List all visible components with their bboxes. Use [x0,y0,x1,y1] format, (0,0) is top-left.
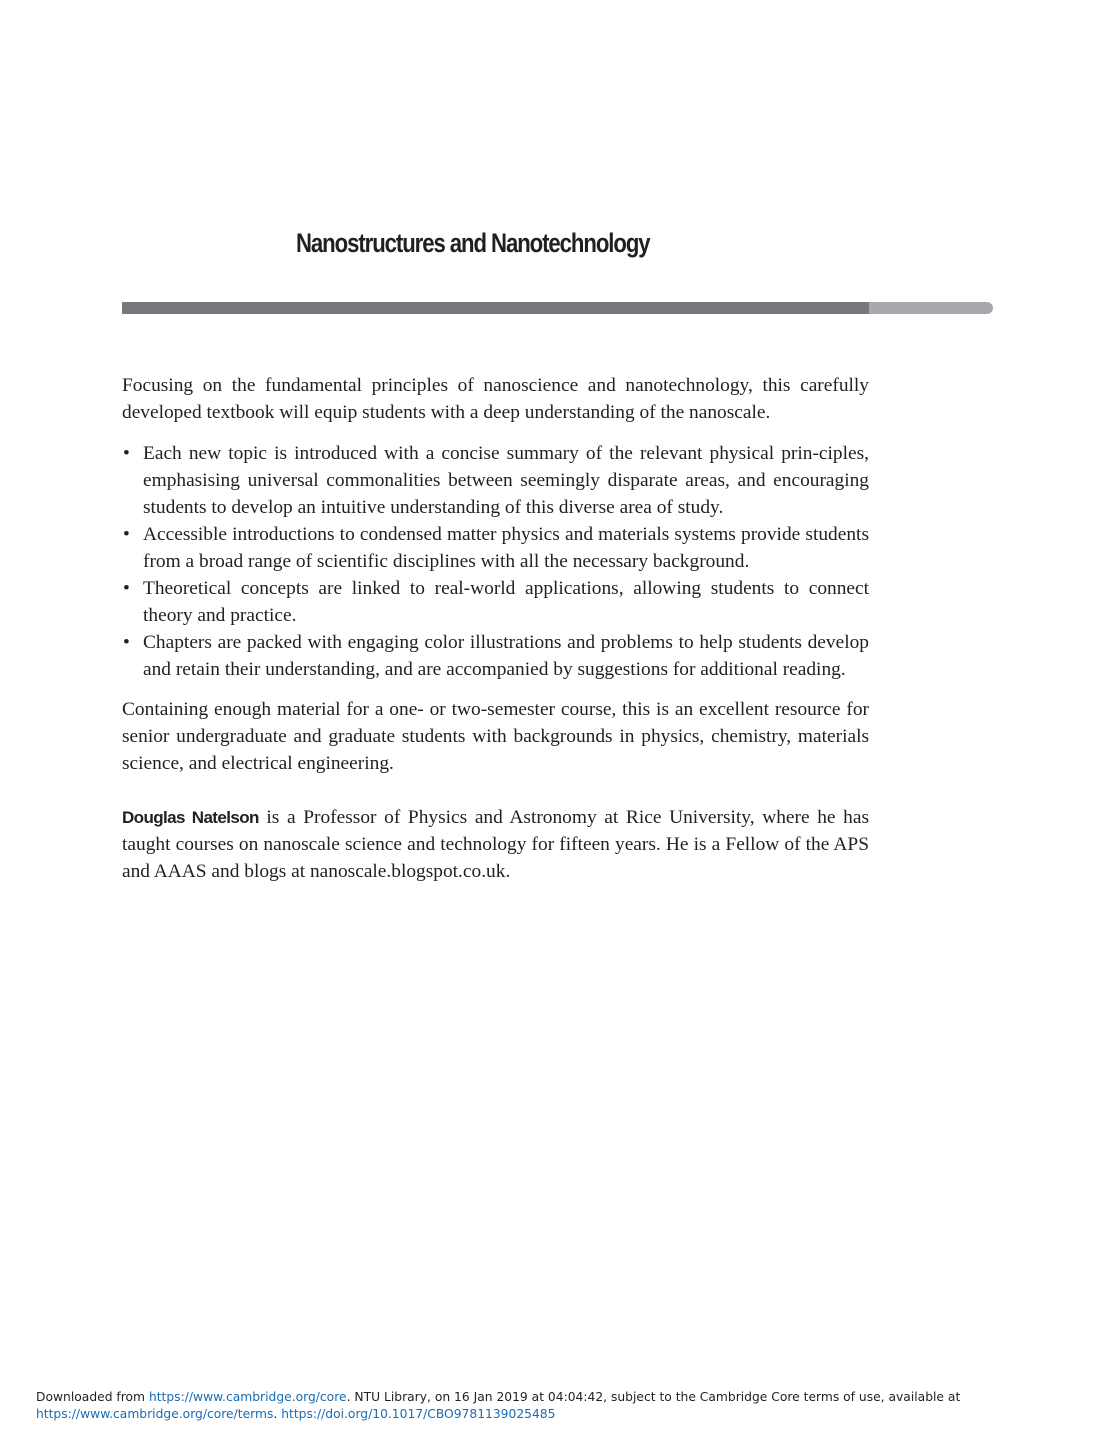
author-bio [122,804,869,885]
intro-paragraph: Focusing on the fundamental principles of nanoscience and nanotechnology, this carefully developed textbook will equip students with a deep understanding of the nanoscale. [122,375,869,423]
footer-separator: . [273,1407,282,1421]
author-bio-text: is a Professor of Physics and Astronomy at Rice University, where he has taught courses on nanoscale science and technology for fifteen years. He is a Fellow of the APS and AAAS and blogs at nanoscale.blogspot.co.uk. [122,807,869,882]
bullet-icon: • [123,578,130,599]
feature-list-item [122,521,869,575]
title-rule [122,302,993,314]
footer-middle-text: . NTU Library, on 16 Jan 2019 at 04:04:42, subject to the Cambridge Core terms of use, available at [346,1390,961,1404]
bullet-icon: • [123,443,130,464]
terms-link[interactable]: https://www.cambridge.org/core/terms [36,1407,274,1421]
download-notice-line-1 [36,1389,960,1406]
title-rule-dark-segment [122,302,869,314]
doi-link[interactable]: https://doi.org/10.1017/CBO9781139025485 [281,1407,556,1421]
bullet-icon: • [123,632,130,653]
footer-prefix: Downloaded from [36,1390,149,1404]
feature-text: Theoretical concepts are linked to real-world applications, allowing students to connect theory and practice. [143,578,869,626]
download-notice-line-2 [36,1406,960,1423]
feature-list [122,440,869,683]
feature-text: Accessible introductions to condensed matter physics and materials systems provide students from a broad range of scientific disciplines with all the necessary background. [143,524,869,572]
author-name: Douglas Natelson [122,808,259,827]
feature-text: Chapters are packed with engaging color illustrations and problems to help students develop and retain their understanding, and are accompanied by suggestions for additional reading. [143,632,869,680]
download-notice [36,1389,960,1423]
bullet-icon: • [123,524,130,545]
page-title: Nanostructures and Nanotechnology [296,228,650,258]
title-rule-light-segment [869,302,993,314]
feature-list-item [122,440,869,521]
closing-paragraph: Containing enough material for a one- or two-semester course, this is an excellent resource for senior undergraduate and graduate students with backgrounds in physics, chemistry, materials science, and electrical engineering. [122,699,869,774]
feature-list-item [122,629,869,683]
blurb-body [122,372,869,885]
cambridge-core-link[interactable]: https://www.cambridge.org/core [148,1390,347,1404]
feature-text: Each new topic is introduced with a concise summary of the relevant physical prin-ciples, emphasising universal commonalities between seemingly disparate areas, and encouraging students to develop an intuitive understanding of this diverse area of study. [143,443,869,518]
feature-list-item [122,575,869,629]
